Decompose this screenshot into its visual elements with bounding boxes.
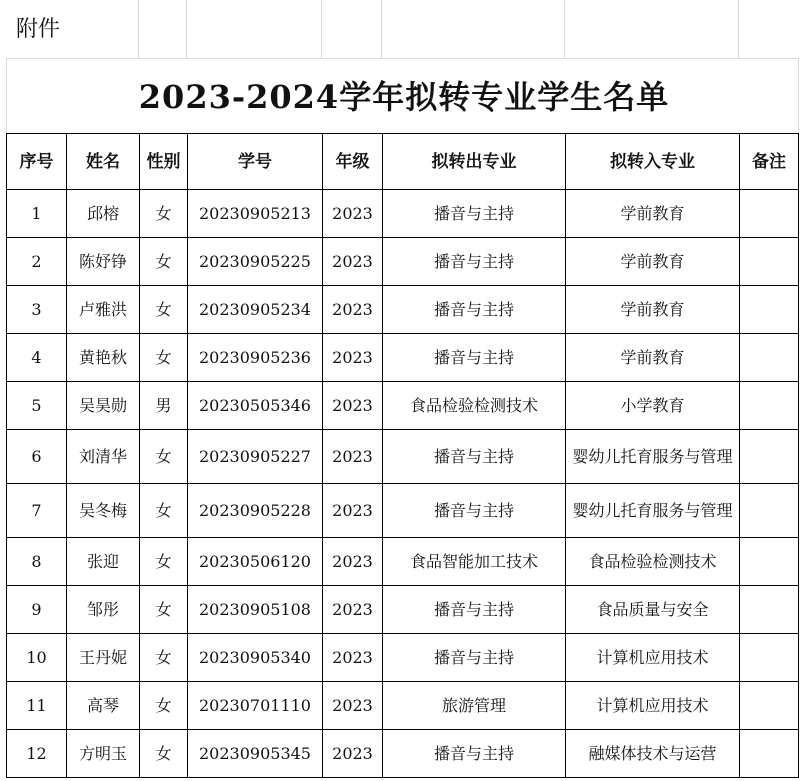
sheet-gridline [381,0,382,58]
cell-from-major[interactable]: 食品智能加工技术 [383,538,566,586]
cell-from-major[interactable]: 播音与主持 [383,286,566,334]
cell-name[interactable]: 邱榕 [67,190,140,238]
cell-from-major[interactable]: 播音与主持 [383,730,566,778]
cell-grade[interactable]: 2023 [323,382,383,430]
cell-grade[interactable]: 2023 [323,682,383,730]
cell-remark[interactable] [740,730,799,778]
table-row [7,238,799,286]
document-title: 2023-2024学年拟转专业学生名单 [138,78,670,116]
cell-gender[interactable]: 女 [140,484,188,538]
cell-student-id[interactable]: 20230905228 [188,484,323,538]
cell-from-major[interactable]: 播音与主持 [383,190,566,238]
cell-remark[interactable] [740,334,799,382]
cell-grade[interactable]: 2023 [323,238,383,286]
cell-to-major[interactable]: 食品检验检测技术 [566,538,740,586]
cell-grade[interactable]: 2023 [323,334,383,382]
cell-name[interactable]: 吴昊勋 [67,382,140,430]
cell-grade[interactable]: 2023 [323,634,383,682]
cell-gender[interactable]: 女 [140,586,188,634]
cell-gender[interactable]: 女 [140,634,188,682]
cell-index[interactable]: 12 [7,730,67,778]
cell-remark[interactable] [740,238,799,286]
cell-remark[interactable] [740,484,799,538]
cell-index[interactable]: 2 [7,238,67,286]
cell-index[interactable]: 10 [7,634,67,682]
table-row [7,190,799,238]
cell-name[interactable]: 王丹妮 [67,634,140,682]
cell-remark[interactable] [740,634,799,682]
cell-student-id[interactable]: 20230905227 [188,430,323,484]
cell-from-major[interactable]: 播音与主持 [383,430,566,484]
cell-to-major[interactable]: 婴幼儿托育服务与管理 [566,484,740,538]
cell-index[interactable]: 4 [7,334,67,382]
cell-gender[interactable]: 女 [140,334,188,382]
cell-to-major[interactable]: 小学教育 [566,382,740,430]
header-grade[interactable]: 年级 [323,134,383,190]
cell-student-id[interactable]: 20230905236 [188,334,323,382]
cell-remark[interactable] [740,190,799,238]
cell-grade[interactable]: 2023 [323,286,383,334]
cell-to-major[interactable]: 计算机应用技术 [566,682,740,730]
cell-to-major[interactable]: 学前教育 [566,286,740,334]
cell-from-major[interactable]: 播音与主持 [383,334,566,382]
student-transfer-table [6,133,799,778]
cell-index[interactable]: 9 [7,586,67,634]
table-row [7,634,799,682]
cell-index[interactable]: 5 [7,382,67,430]
cell-student-id[interactable]: 20230905234 [188,286,323,334]
table-body [7,190,799,778]
cell-gender[interactable]: 女 [140,430,188,484]
cell-name[interactable]: 方明玉 [67,730,140,778]
cell-gender[interactable]: 女 [140,730,188,778]
table-row [7,286,799,334]
cell-student-id[interactable]: 20230905340 [188,634,323,682]
cell-remark[interactable] [740,586,799,634]
header-to-major[interactable]: 拟转入专业 [566,134,740,190]
table-row [7,586,799,634]
cell-to-major[interactable]: 婴幼儿托育服务与管理 [566,430,740,484]
cell-name[interactable]: 高琴 [67,682,140,730]
cell-to-major[interactable]: 食品质量与安全 [566,586,740,634]
cell-index[interactable]: 6 [7,430,67,484]
cell-name[interactable]: 卢雅洪 [67,286,140,334]
cell-from-major[interactable]: 食品检验检测技术 [383,382,566,430]
cell-name[interactable]: 刘清华 [67,430,140,484]
attachment-label: 附件 [16,17,61,42]
cell-name[interactable]: 邹彤 [67,586,140,634]
cell-grade[interactable]: 2023 [323,430,383,484]
cell-index[interactable]: 11 [7,682,67,730]
header-student-id[interactable]: 学号 [188,134,323,190]
table-row [7,334,799,382]
header-from-major[interactable]: 拟转出专业 [383,134,566,190]
header-gender[interactable]: 性别 [140,134,188,190]
cell-to-major[interactable]: 学前教育 [566,334,740,382]
cell-index[interactable]: 7 [7,484,67,538]
cell-remark[interactable] [740,382,799,430]
sheet-gridline [564,0,565,58]
cell-name[interactable]: 吴冬梅 [67,484,140,538]
sheet-gridline [321,0,322,58]
cell-grade[interactable]: 2023 [323,484,383,538]
cell-to-major[interactable]: 计算机应用技术 [566,634,740,682]
cell-gender[interactable]: 女 [140,538,188,586]
header-name[interactable]: 姓名 [67,134,140,190]
table-row [7,730,799,778]
header-remark[interactable]: 备注 [740,134,799,190]
cell-from-major[interactable]: 播音与主持 [383,586,566,634]
cell-gender[interactable]: 女 [140,286,188,334]
cell-student-id[interactable]: 20230905213 [188,190,323,238]
sheet-gridline [186,0,187,58]
cell-student-id[interactable]: 20230905108 [188,586,323,634]
cell-to-major[interactable]: 融媒体技术与运营 [566,730,740,778]
cell-index[interactable]: 8 [7,538,67,586]
cell-student-id[interactable]: 20230905345 [188,730,323,778]
table-row [7,484,799,538]
table-row [7,682,799,730]
sheet-gridline [738,0,739,58]
header-index[interactable]: 序号 [7,134,67,190]
cell-from-major[interactable]: 旅游管理 [383,682,566,730]
cell-student-id[interactable]: 20230905225 [188,238,323,286]
cell-gender[interactable]: 女 [140,190,188,238]
cell-from-major[interactable]: 播音与主持 [383,634,566,682]
cell-from-major[interactable]: 播音与主持 [383,484,566,538]
cell-to-major[interactable]: 学前教育 [566,190,740,238]
sheet-gridline [6,58,7,133]
cell-student-id[interactable]: 20230701110 [188,682,323,730]
cell-remark[interactable] [740,430,799,484]
sheet-gridline [138,0,139,58]
cell-grade[interactable]: 2023 [323,586,383,634]
cell-grade[interactable]: 2023 [323,730,383,778]
cell-remark[interactable] [740,538,799,586]
cell-gender[interactable]: 女 [140,238,188,286]
cell-grade[interactable]: 2023 [323,190,383,238]
cell-student-id[interactable]: 20230505346 [188,382,323,430]
table-row [7,430,799,484]
cell-remark[interactable] [740,682,799,730]
table-row [7,538,799,586]
cell-remark[interactable] [740,286,799,334]
cell-gender[interactable]: 女 [140,682,188,730]
cell-index[interactable]: 3 [7,286,67,334]
cell-name[interactable]: 陈妤铮 [67,238,140,286]
cell-name[interactable]: 张迎 [67,538,140,586]
header-row [7,134,799,190]
table-row [7,382,799,430]
cell-gender[interactable]: 男 [140,382,188,430]
cell-name[interactable]: 黄艳秋 [67,334,140,382]
cell-index[interactable]: 1 [7,190,67,238]
cell-grade[interactable]: 2023 [323,538,383,586]
cell-student-id[interactable]: 20230506120 [188,538,323,586]
cell-to-major[interactable]: 学前教育 [566,238,740,286]
cell-from-major[interactable]: 播音与主持 [383,238,566,286]
sheet-gridline [6,58,798,59]
